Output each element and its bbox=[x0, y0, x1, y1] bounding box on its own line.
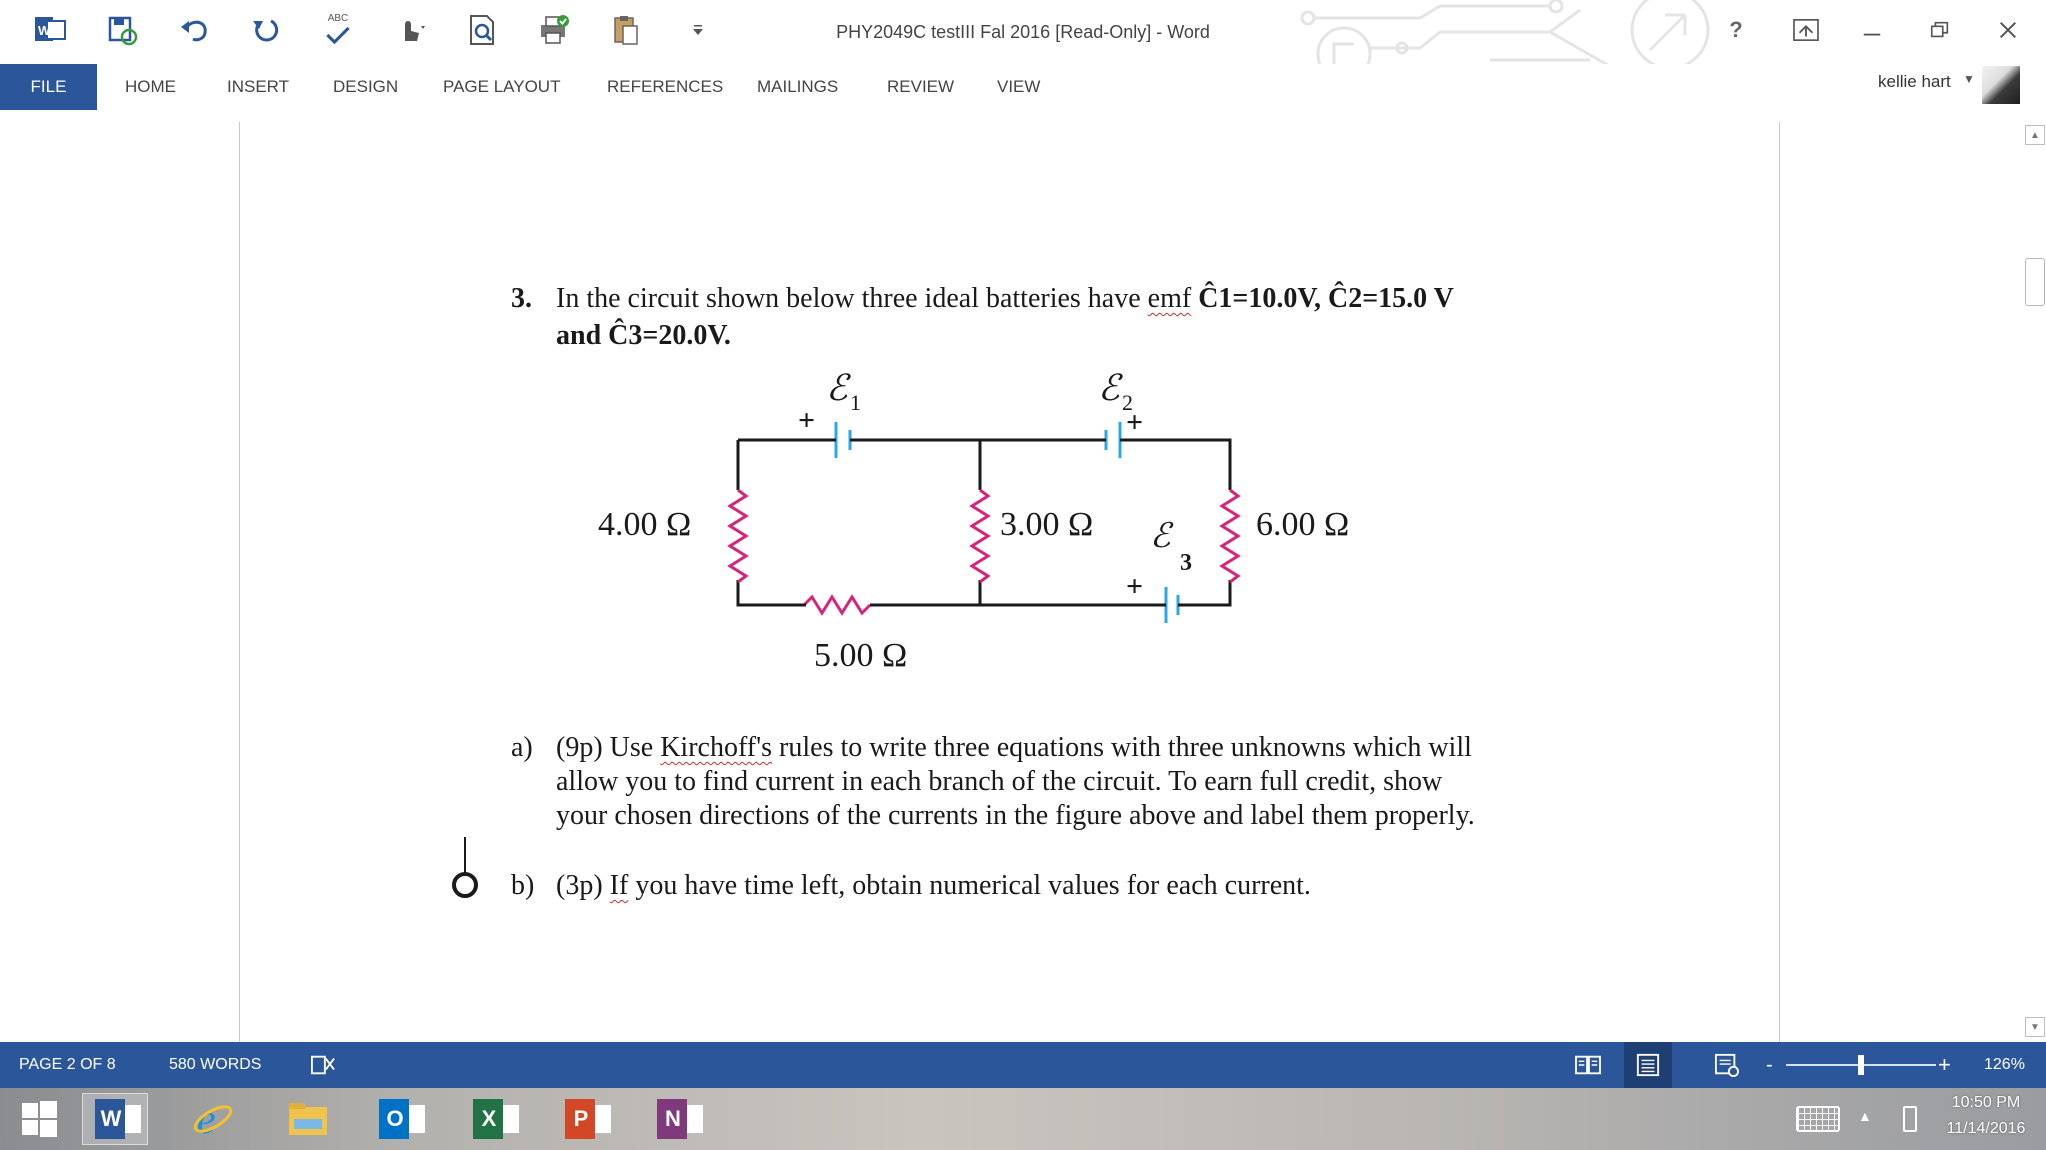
help-label: ? bbox=[1729, 17, 1743, 42]
part-a-line-2: allow you to find current in each branch of the circuit. To earn full credit, show bbox=[556, 766, 1443, 797]
help-icon[interactable] bbox=[1710, 10, 1762, 50]
chevron-down-icon[interactable]: ▼ bbox=[1963, 72, 1975, 86]
question-line-1-prefix: In the circuit shown below three ideal batteries have bbox=[556, 283, 1148, 314]
part-b-label: b) bbox=[511, 870, 535, 901]
part-a-label: a) bbox=[511, 732, 533, 763]
part-a-line-1-prefix: (9p) Use bbox=[556, 732, 661, 763]
avatar[interactable] bbox=[1982, 66, 2020, 104]
scroll-down-icon[interactable]: ▼ bbox=[2025, 1017, 2045, 1037]
tab-file[interactable]: FILE bbox=[0, 64, 97, 110]
window-title: PHY2049C testIII Fal 2016 [Read-Only] - Word bbox=[836, 22, 1210, 42]
tab-references[interactable]: REFERENCES bbox=[607, 77, 724, 96]
page-right-margin-line bbox=[1779, 122, 1780, 1042]
windows-start-icon[interactable] bbox=[6, 1093, 72, 1145]
close-icon[interactable] bbox=[1982, 10, 2034, 50]
circuit-diagram bbox=[560, 360, 1400, 680]
zoom-out-button[interactable]: - bbox=[1766, 1053, 1773, 1076]
print-icon[interactable] bbox=[518, 8, 590, 52]
tab-page-layout[interactable]: PAGE LAYOUT bbox=[443, 77, 561, 96]
part-b-suffix: you have time left, obtain numerical values for each current. bbox=[628, 870, 1311, 901]
minimize-icon[interactable] bbox=[1846, 10, 1898, 50]
web-layout-icon[interactable] bbox=[1712, 1042, 1742, 1088]
outlook-icon bbox=[379, 1099, 419, 1139]
label-r-5-ohm: 5.00 Ω bbox=[814, 637, 908, 674]
undo-icon[interactable] bbox=[158, 8, 230, 52]
question-line-2: and Ĉ3=20.0V. bbox=[556, 320, 731, 351]
label-e1: ℰ bbox=[826, 368, 848, 408]
part-b-line bbox=[556, 870, 1311, 902]
read-mode-icon[interactable] bbox=[1573, 1042, 1603, 1088]
excel-icon-letter: X bbox=[481, 1106, 497, 1131]
onenote-icon bbox=[657, 1099, 697, 1139]
tab-design[interactable]: DESIGN bbox=[333, 77, 399, 96]
clock-time[interactable]: 10:50 PM bbox=[1951, 1094, 2021, 1111]
part-a-line-1 bbox=[556, 732, 1472, 764]
scroll-up-icon[interactable]: ▲ bbox=[2025, 125, 2045, 145]
plus-sign-e2: + bbox=[1126, 406, 1144, 439]
user-account-name[interactable]: kellie hart bbox=[1878, 72, 1951, 91]
label-e2-subscript: 2 bbox=[1122, 390, 1133, 415]
battery-icon[interactable] bbox=[1903, 1106, 1917, 1132]
internet-explorer-icon bbox=[191, 1097, 235, 1141]
question-line-1 bbox=[556, 283, 1454, 315]
zoom-slider-thumb[interactable] bbox=[1858, 1055, 1864, 1075]
part-a-kirchoff-word: Kirchoff's bbox=[660, 732, 773, 763]
paste-icon[interactable] bbox=[590, 8, 662, 52]
question-emf-values: Ĉ1=10.0V, Ĉ2=15.0 V bbox=[1198, 283, 1454, 314]
zoom-in-button[interactable]: + bbox=[1938, 1052, 1951, 1077]
tab-view[interactable]: VIEW bbox=[997, 77, 1041, 96]
outlook-icon-letter: O bbox=[386, 1106, 404, 1131]
label-r-6-ohm: 6.00 Ω bbox=[1256, 506, 1350, 543]
taskbar-onenote[interactable] bbox=[644, 1093, 710, 1145]
powerpoint-icon bbox=[565, 1099, 605, 1139]
word-icon bbox=[95, 1099, 135, 1139]
taskbar-word[interactable] bbox=[82, 1093, 148, 1145]
ribbon-display-options-icon[interactable] bbox=[1780, 10, 1832, 50]
word-logo-icon[interactable] bbox=[14, 8, 86, 52]
tab-mailings[interactable]: MAILINGS bbox=[757, 77, 839, 96]
label-e3-subscript: 3 bbox=[1180, 550, 1192, 576]
proofing-icon[interactable] bbox=[308, 1042, 338, 1088]
clock-date[interactable]: 11/14/2016 bbox=[1946, 1120, 2026, 1137]
label-r-4-ohm: 4.00 Ω bbox=[598, 506, 692, 543]
object-anchor-icon[interactable] bbox=[448, 835, 482, 901]
tab-review[interactable]: REVIEW bbox=[887, 77, 955, 96]
ribbon-tabs bbox=[0, 64, 2046, 110]
label-e2: ℰ bbox=[1098, 368, 1120, 408]
question-number: 3. bbox=[511, 283, 532, 314]
taskbar-excel[interactable] bbox=[460, 1093, 526, 1145]
word-count[interactable]: 580 WORDS bbox=[169, 1056, 262, 1073]
question-emf-word: emf bbox=[1147, 283, 1192, 314]
part-a-line-1-suffix: rules to write three equations with three unknowns which will bbox=[772, 732, 1472, 763]
label-e3: ℰ bbox=[1150, 518, 1171, 555]
spelling-label: ABC bbox=[327, 13, 349, 24]
touch-keyboard-icon[interactable] bbox=[1796, 1106, 1840, 1132]
save-sync-icon[interactable] bbox=[86, 8, 158, 52]
tab-home[interactable]: HOME bbox=[125, 77, 176, 96]
powerpoint-icon-letter: P bbox=[573, 1106, 589, 1131]
label-r-3-ohm: 3.00 Ω bbox=[1000, 506, 1094, 543]
status-bar bbox=[0, 1042, 2046, 1088]
tab-insert[interactable]: INSERT bbox=[227, 77, 290, 96]
taskbar-file-explorer[interactable] bbox=[275, 1093, 341, 1145]
plus-sign-e3: + bbox=[1126, 570, 1144, 603]
part-b-if-word: If bbox=[609, 870, 629, 901]
word-icon-letter: W bbox=[100, 1106, 122, 1131]
taskbar bbox=[0, 1088, 2046, 1150]
taskbar-internet-explorer[interactable] bbox=[180, 1093, 246, 1145]
svg-text:W: W bbox=[38, 23, 51, 38]
title-bar bbox=[0, 0, 2046, 64]
page-left-margin-line bbox=[239, 122, 240, 1042]
excel-icon bbox=[473, 1099, 513, 1139]
part-a-line-3: your chosen directions of the currents in the figure above and label them properly. bbox=[556, 800, 1475, 831]
part-b-prefix: (3p) bbox=[556, 870, 610, 901]
print-layout-icon[interactable] bbox=[1624, 1042, 1672, 1088]
onenote-icon-letter: N bbox=[665, 1106, 681, 1131]
spelling-icon[interactable] bbox=[302, 8, 374, 52]
restore-icon[interactable] bbox=[1914, 10, 1966, 50]
touch-mode-icon[interactable] bbox=[374, 8, 446, 52]
page-count[interactable]: PAGE 2 OF 8 bbox=[19, 1056, 116, 1073]
zoom-level[interactable]: 126% bbox=[1984, 1056, 2025, 1073]
title-bar-circuit-decoration bbox=[1290, 0, 1743, 72]
plus-sign-e1: + bbox=[798, 404, 816, 437]
folder-icon bbox=[286, 1099, 330, 1139]
scrollbar-thumb[interactable] bbox=[2025, 258, 2045, 306]
quick-access-toolbar bbox=[14, 8, 734, 52]
taskbar-outlook[interactable] bbox=[366, 1093, 432, 1145]
show-hidden-icons-icon[interactable]: ▲ bbox=[1858, 1108, 1872, 1124]
label-e1-subscript: 1 bbox=[850, 390, 861, 415]
print-preview-icon[interactable] bbox=[446, 8, 518, 52]
vertical-scrollbar[interactable] bbox=[2024, 110, 2046, 1042]
taskbar-powerpoint[interactable] bbox=[552, 1093, 618, 1145]
redo-icon[interactable] bbox=[230, 8, 302, 52]
customize-qat-icon[interactable] bbox=[662, 8, 734, 52]
svg-text:e: e bbox=[197, 1097, 216, 1141]
